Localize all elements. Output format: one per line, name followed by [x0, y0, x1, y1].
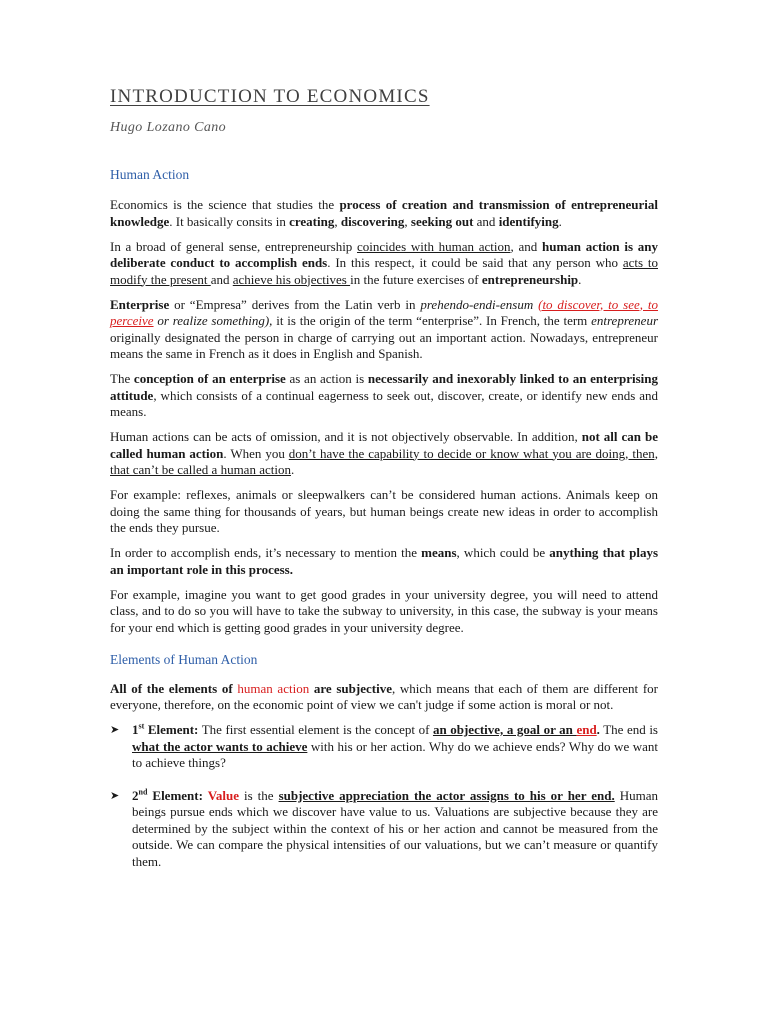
section-heading-elements: Elements of Human Action: [110, 652, 258, 667]
document-page: [110, 84, 658, 886]
paragraph-entrepreneurship: In a broad of general sense, entrepreneurship coincides with human action, and human action is any deliberate conduct to accomplish ends. In this respect, it could be said that any person who acts to modify the present and achieve his objectives in the future exercises of entrepreneurship.: [110, 238, 658, 287]
paragraph-enterprise-origin: Enterprise or “Empresa” derives from the Latin verb in prehendo-endi-ensum (to discover, to see, to perceive or realize something), it is the origin of the term “enterprise”. In French, the term entrepreneur originally designated the person in charge of carrying out an important action. Nowadays, entrepreneur means the same in French as it does in English and Spanish.: [110, 296, 658, 361]
section-heading-human-action: Human Action: [110, 166, 190, 182]
arrow-bullet-icon: ➤: [110, 724, 120, 736]
document-title: INTRODUCTION TO ECONOMICS: [110, 86, 430, 107]
list-item-element-1: ➤ 1st Element: The first essential element is the concept of an objective, a goal or an end. The end is what the actor wants to achieve with his or her action. Why do we achieve ends? Why do we want to achieve things?: [110, 721, 658, 770]
paragraph-elements-intro: All of the elements of human action are subjective, which means that each of them are different for everyone, therefore, on the economic point of view we can't judge if some action is moral or not.: [110, 680, 658, 712]
document-author: Hugo Lozano Cano: [110, 120, 227, 135]
paragraph-economics-definition: Economics is the science that studies the process of creation and transmission of entrepreneurial knowledge. It basically consits in creating, discovering, seeking out and identifying.: [110, 197, 658, 229]
paragraph-reflexes-example: For example: reflexes, animals or sleepwalkers can’t be considered human actions. Animals keep on doing the same thing for thousands of years, but human beings create new ideas in order to accomplish the ends they pursue.: [110, 487, 658, 535]
elements-list: [110, 722, 658, 870]
paragraph-grades-example: For example, imagine you want to get good grades in your university degree, you will need to attend class, and to do so you will have to take the subway to university, in this case, the subway is your means for your end which is getting good grades in your university degree.: [110, 586, 658, 635]
paragraph-means: In order to accomplish ends, it’s necessary to mention the means, which could be anything that plays an important role in this process.: [110, 545, 659, 577]
paragraph-acts-of-omission: Human actions can be acts of omission, and it is not objectively observable. In addition, not all can be called human action. When you don’t have the capability to decide or know what you are doing, then, that can’t be called a human action.: [110, 429, 658, 477]
paragraph-conception-enterprise: The conception of an enterprise as an action is necessarily and inexorably linked to an enterprising attitude, which consists of a continual eagerness to seek out, discover, create, or identify new ends and means.: [110, 371, 659, 419]
arrow-bullet-icon: ➤: [110, 789, 120, 802]
list-item-element-2: ➤ 2nd Element: Value is the subjective appreciation the actor assigns to his or her end. Human beings pursue ends which we discover have value to us. Valuations are subjective because they are determined by the subject within the context of his or her action and cannot be measured from the outside. We can compare the physical intensities of our valuations, but we can’t measure or quantify them.: [110, 787, 658, 869]
